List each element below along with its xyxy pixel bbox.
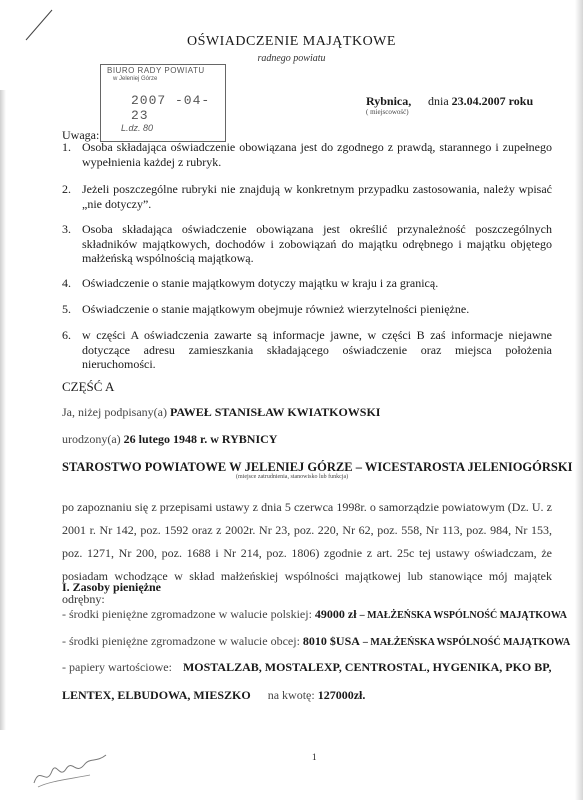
date-value: 23.04.2007: [451, 94, 506, 108]
note-number: 1.: [62, 140, 71, 154]
date-line: [428, 94, 533, 109]
note-item: [62, 222, 552, 266]
date-suffix: roku: [508, 94, 534, 108]
securities-list-2: LENTEX, ELBUDOWA, MIESZKO: [62, 688, 251, 702]
workplace-caption: (miejsce zatrudnienia, stanowisko lub funkcja): [236, 474, 349, 480]
note-text: Oświadczenie o stanie majątkowym dotyczy majątku w kraju i za granicą.: [82, 276, 439, 290]
notes-heading: Uwaga:: [62, 128, 100, 142]
note-number: 5.: [62, 302, 71, 316]
note-text: Osoba składająca oświadczenie obowiązana jest do zgodnego z prawdą, starannego i zupełnego wypełnienia każdej z rubryk.: [82, 140, 552, 169]
page-number: 1: [312, 752, 317, 762]
note-text: w części A oświadczenia zawarte są informacje jawne, w części B zaś informacje niejawne dotyczące adresu zamieszkania składającego oświadczenie oraz miejsca położenia nieruchomości.: [82, 328, 552, 371]
cash-pl-note: – MAŁŻEŃSKA WSPÓLNOŚĆ MAJĄTKOWA: [359, 610, 567, 621]
document-title: OŚWIADCZENIE MAJĄTKOWE: [187, 34, 396, 49]
note-item: [62, 328, 552, 372]
birth-value: 26 lutego 1948 r. w RYBNICY: [123, 432, 278, 446]
note-text: Oświadczenie o stanie majątkowym obejmuje również wierzytelności pieniężne.: [82, 302, 470, 316]
cash-pl-label: - środki pieniężne zgromadzone w walucie polskiej:: [62, 607, 312, 621]
workplace-line: STAROSTWO POWIATOWE W JELENIEJ GÓRZE – WICESTAROSTA JELENIOGÓRSKI: [62, 460, 573, 474]
office-stamp: [100, 64, 226, 142]
securities-list-1: MOSTALZAB, MOSTALEXP, CENTROSTAL, HYGENIKA, PKO BP,: [182, 660, 552, 674]
stamp-date: 2007 -04- 23: [131, 93, 211, 123]
cash-foreign-value: 8010 $USA: [302, 634, 360, 648]
cash-pl-value: 49000 zł: [314, 607, 357, 621]
securities-line-2: [62, 688, 365, 703]
left-edge-shadow: [0, 90, 6, 730]
signer-line: [62, 405, 380, 420]
cash-pl-line: [62, 607, 567, 622]
cash-foreign-note: – MAŁŻEŃSKA WSPÓLNOŚĆ MAJĄTKOWA: [362, 637, 571, 648]
date-prefix: dnia: [428, 94, 449, 108]
handwritten-signature: [30, 745, 110, 790]
stamp-office-name: BIURO RADY POWIATU: [107, 66, 205, 75]
stamp-reference: L.dz. 80: [121, 123, 154, 133]
cash-foreign-label: - środki pieniężne zgromadzone w walucie obcej:: [62, 634, 300, 648]
note-item: [62, 276, 552, 291]
note-item: [62, 302, 552, 317]
place-value: Rybnica,: [366, 94, 412, 108]
stamp-office-city: w Jeleniej Górze: [113, 76, 158, 82]
birth-line: [62, 432, 277, 447]
note-item: [62, 182, 552, 211]
part-a-heading: CZĘŚĆ A: [62, 379, 115, 394]
note-number: 4.: [62, 276, 71, 290]
section-cash-heading: I. Zasoby pieniężne: [62, 580, 162, 594]
document-subtitle: radnego powiatu: [257, 53, 326, 64]
cash-foreign-line: [62, 634, 570, 649]
securities-line: [62, 660, 551, 675]
note-text: Jeżeli poszczególne rubryki nie znajdują w konkretnym przypadku zastosowania, należy wpisać „nie dotyczy”.: [82, 182, 552, 211]
place-caption: ( miejscowość): [366, 108, 409, 116]
note-text: Osoba składająca oświadczenie obowiązana jest określić przynależność poszczególnych składników majątkowych, dochodów i zobowiązań do majątku odrębnego i majątku objętego małżeńską wspólnością majątkową.: [82, 222, 552, 265]
securities-label: - papiery wartościowe:: [62, 660, 172, 674]
statement-paragraph: po zapoznaniu się z przepisami ustawy z dnia 5 czerwca 1998r. o samorządzie powiatowym (Dz. U. z 2001 r. Nr 142, poz. 1592 oraz z 2002r. Nr 23, poz. 220, Nr 62, poz. 558, Nr 113, poz. 984, Nr 153, poz. 1271, Nr 200, poz. 1688 i Nr 214, poz. 1806) zgodnie z art. 25c tej ustawy oświadczam, że posiadam wchodzące w skład małżeńskiej wspólności majątkowej lub stanowiące mój majątek odrębny:: [62, 500, 552, 606]
note-number: 6.: [62, 328, 71, 342]
signer-prefix: Ja, niżej podpisany(a): [62, 405, 167, 419]
signer-name: PAWEŁ STANISŁAW KWIATKOWSKI: [169, 405, 381, 419]
note-number: 3.: [62, 222, 71, 236]
birth-prefix: urodzony(a): [62, 432, 121, 446]
note-item: [62, 140, 552, 169]
note-number: 2.: [62, 182, 71, 196]
amount-value: 127000zł.: [317, 688, 366, 702]
right-edge-shadow: [575, 0, 583, 800]
amount-label: na kwotę:: [267, 688, 315, 702]
